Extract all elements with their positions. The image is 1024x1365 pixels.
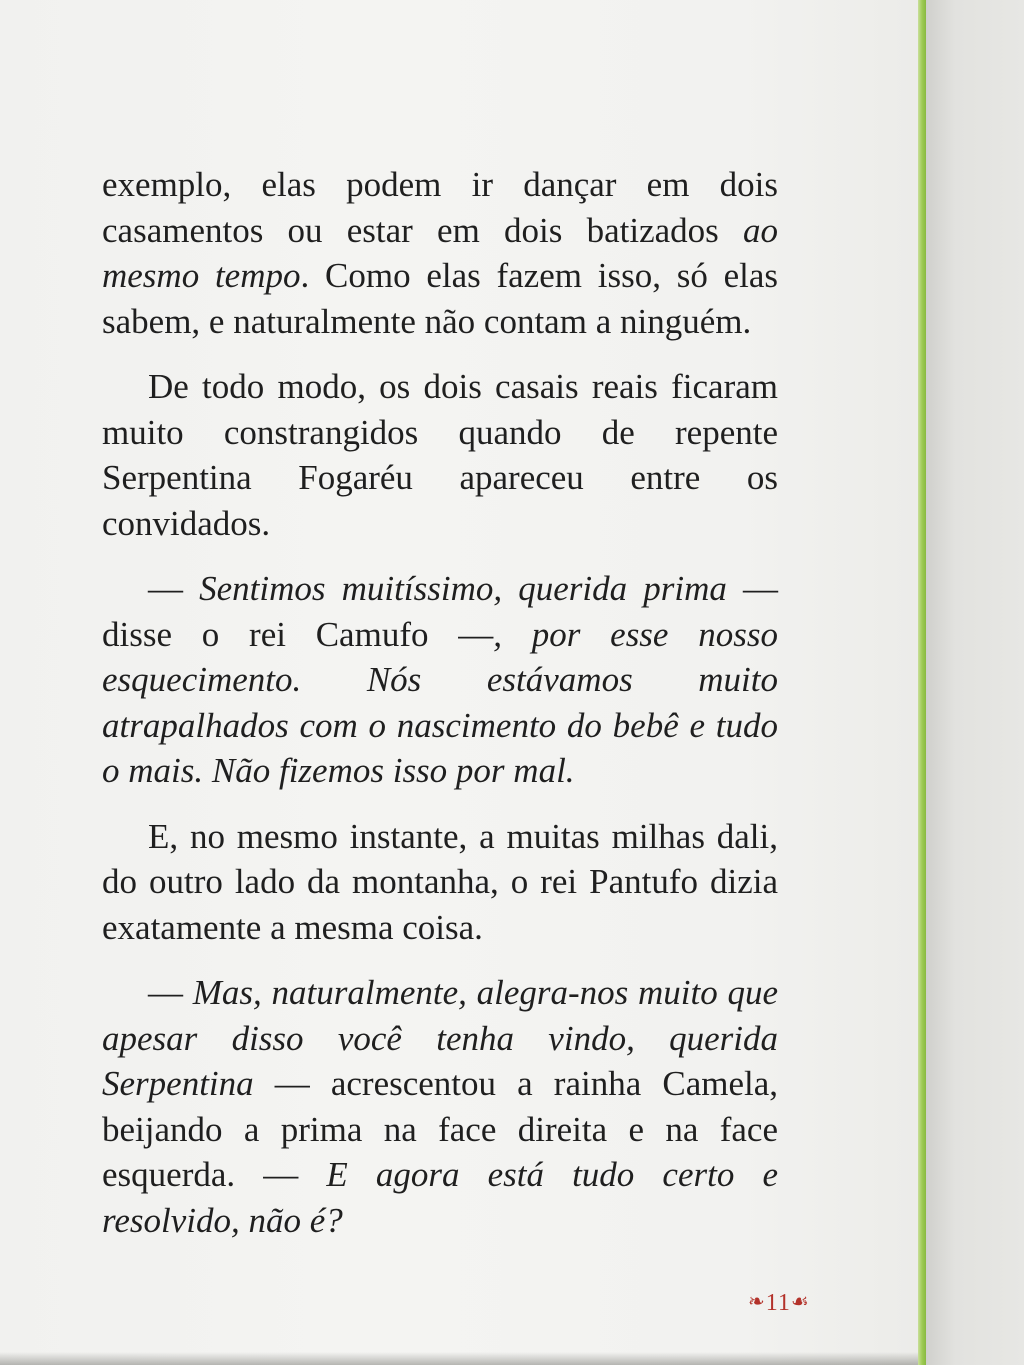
roman-text: — (148, 569, 200, 608)
ornament-right-icon: ☙ (790, 1291, 810, 1313)
body-text (102, 162, 778, 1243)
background-surface (926, 0, 1024, 1365)
ornament-left-icon: ❧ (748, 1291, 766, 1313)
italic-text: E agora está tudo certo e resolvido, não é? (102, 1155, 778, 1240)
paragraph (102, 162, 778, 344)
green-page-edge (918, 0, 926, 1365)
italic-text: Mas, naturalmente, alegra-nos muito que apesar disso você tenha vindo, querida Serpentina (102, 973, 778, 1103)
roman-text: E, no mesmo instante, a muitas milhas dali, do outro lado da montanha, o rei Pantufo dizia exatamente a mesma coisa. (102, 816, 778, 947)
roman-text: — disse o rei Camufo — (102, 569, 779, 654)
paragraph (102, 814, 778, 951)
page-number-text: 11 (765, 1290, 791, 1316)
paragraph (102, 566, 778, 794)
roman-text: exemplo, elas podem ir dançar em dois casamentos ou estar em dois batizados (102, 165, 778, 250)
italic-text: ao mesmo tempo (102, 210, 778, 295)
paragraph (102, 364, 778, 546)
page-shadow (0, 1352, 918, 1365)
page-number (748, 1288, 810, 1317)
roman-text: — acrescentou a rainha Camela, beijando a prima na face direita e na face esquerda. — (102, 1064, 778, 1194)
italic-text: , por esse nosso esquecimento. Nós estávamos muito atrapalhados com o nascimento do bebê e tudo o mais. Não fizemos isso por mal. (102, 614, 778, 790)
roman-text: De todo modo, os dois casais reais ficaram muito constrangidos quando de repente Serpentina Fogaréu apareceu entre os convidados. (102, 367, 778, 543)
italic-text: Sentimos muitíssimo, querida prima (199, 569, 727, 608)
roman-text: . Como elas fazem isso, só elas sabem, e naturalmente não contam a ninguém. (102, 256, 778, 341)
paragraph (102, 970, 778, 1243)
roman-text: — (148, 973, 193, 1012)
